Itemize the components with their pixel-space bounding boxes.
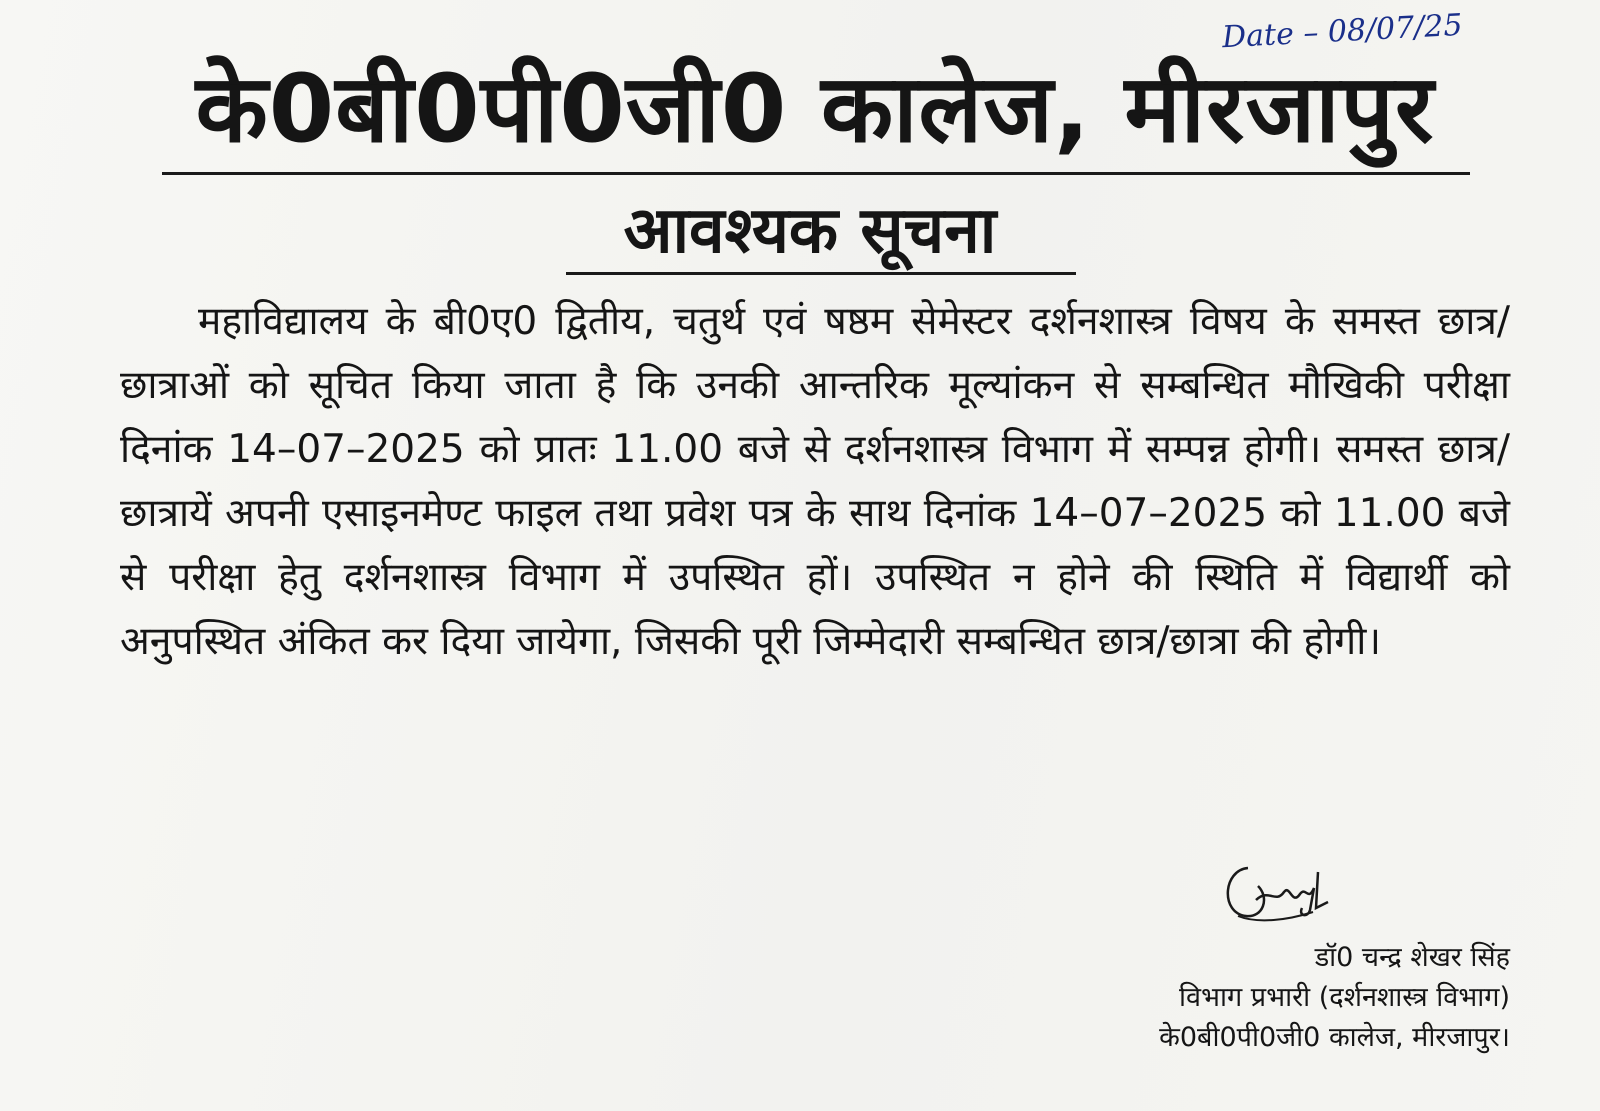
notice-title: आवश्यक सूचना	[623, 194, 997, 268]
title-underline	[566, 272, 1076, 275]
college-name-heading: के0बी0पी0जी0 कालेज, मीरजापुर	[195, 55, 1435, 164]
handwritten-date: Date – 08/07/25	[1221, 7, 1464, 56]
signatory-designation: विभाग प्रभारी (दर्शनशास्त्र विभाग)	[1179, 982, 1510, 1013]
signature-mark	[1218, 858, 1338, 928]
signature-block	[1060, 938, 1510, 1058]
signatory-institution: के0बी0पी0जी0 कालेज, मीरजापुर।	[1159, 1022, 1510, 1053]
signatory-name: डॉ0 चन्द्र शेखर सिंह	[1314, 942, 1510, 973]
notice-body: महाविद्यालय के बी0ए0 द्वितीय, चतुर्थ एवं षष्ठम सेमेस्टर दर्शनशास्त्र विषय के समस्त छात्र/छात्राओं को सूचित किया जाता है कि उनकी आन्तरिक मूल्यांकन से सम्बन्धित मौखिकी परीक्षा दिनांक 14–07–2025 को प्रातः 11.00 बजे से दर्शनशास्त्र विभाग में सम्पन्न होगी। समस्त छात्र/छात्रायें अपनी एसाइनमेण्ट फाइल तथा प्रवेश पत्र के साथ दिनांक 14–07–2025 को 11.00 बजे से परीक्षा हेतु दर्शनशास्त्र विभाग में उपस्थित हों। उपस्थित न होने की स्थिति में विद्यार्थी को अनुपस्थित अंकित कर दिया जायेगा, जिसकी पूरी जिम्मेदारी सम्बन्धित छात्र/छात्रा की होगी।	[120, 299, 1510, 664]
header-underline	[162, 172, 1470, 175]
